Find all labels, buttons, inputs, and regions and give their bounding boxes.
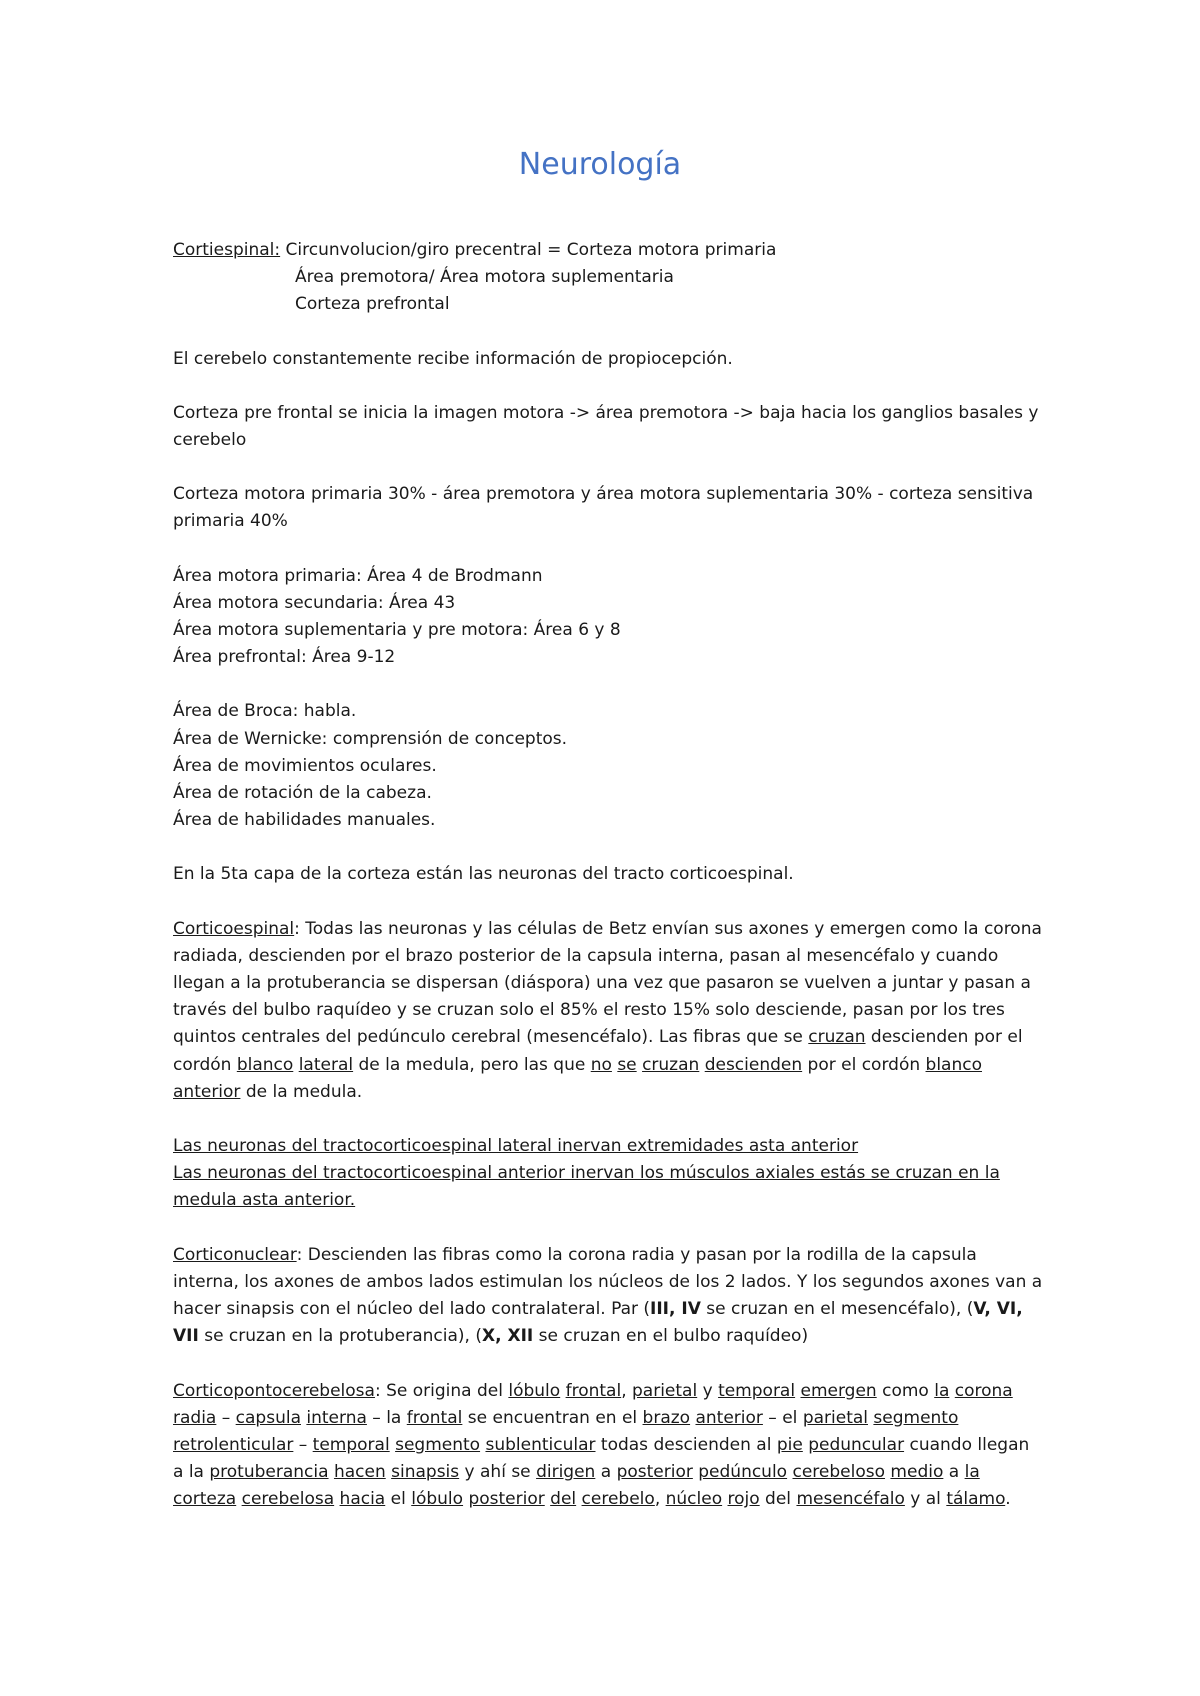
- underlined-word: sublenticular: [485, 1434, 596, 1455]
- corticonuclear-text: : Descienden las fibras como la corona radia y pasan por la rodilla de la capsula interna, los axones de ambos lados estimulan los núcleos de los 2 lados. Y los segundos axones van a hacer sinapsis con el núcleo del lado contralateral. Par (: [173, 1244, 1043, 1320]
- area-item: Área de Broca: habla.: [173, 701, 357, 722]
- corticonuclear-label: Corticonuclear: [173, 1244, 297, 1265]
- paragraph-text: como: [876, 1380, 935, 1401]
- brodmann-item: Área prefrontal: Área 9-12: [173, 647, 396, 668]
- bold-pares: V, VI, VII: [173, 1299, 1023, 1347]
- corticonuclear-text: se cruzan en la protuberancia), (: [198, 1326, 482, 1347]
- underlined-word: corona: [954, 1380, 1013, 1401]
- area-item: Área de habilidades manuales.: [173, 810, 436, 831]
- underlined-word: retrolenticular: [173, 1434, 294, 1455]
- underlined-word: parietal: [802, 1407, 868, 1428]
- corticonuclear-text: se cruzan en el mesencéfalo), (: [700, 1299, 974, 1320]
- paragraph-text: a: [595, 1462, 617, 1483]
- document-body: [173, 237, 1043, 1514]
- tracto-anterior-line: Las neuronas del tractocorticoespinal anterior inervan los músculos axiales estás se cruzan en la medula asta anterior.: [173, 1163, 1000, 1211]
- underlined-word: del: [550, 1489, 577, 1510]
- underlined-word: lóbulo: [508, 1380, 561, 1401]
- underlined-word: Corticopontocerebelosa: [173, 1380, 375, 1401]
- paragraph-text: cuando llegan a la: [173, 1434, 1030, 1483]
- underlined-word: la: [964, 1462, 980, 1483]
- paragraph-text: –: [293, 1434, 313, 1455]
- underlined-word: parietal: [632, 1380, 698, 1401]
- underlined-word: cerebeloso: [792, 1462, 886, 1483]
- corticoespinal-label: Corticoespinal: [173, 918, 295, 939]
- corticonuclear-text: se cruzan en el bulbo raquídeo): [533, 1326, 809, 1347]
- underlined-word: lóbulo: [411, 1489, 464, 1510]
- paragraph-cerebelo: El cerebelo constantemente recibe información de propiocepción.: [173, 348, 733, 369]
- underlined-word: dirigen: [536, 1462, 596, 1483]
- underlined-word: peduncular: [808, 1434, 905, 1455]
- underlined-word: brazo: [642, 1407, 691, 1428]
- underlined-word: protuberancia: [209, 1462, 329, 1483]
- underlined-word: pedúnculo: [698, 1462, 788, 1483]
- underlined-word: anterior: [173, 1081, 241, 1102]
- paragraph-prefrontal: Corteza pre frontal se inicia la imagen motora -> área premotora -> baja hacia los ganglios basales y cerebelo: [173, 402, 1039, 451]
- underlined-word: rojo: [727, 1489, 760, 1510]
- underlined-word: temporal: [718, 1380, 796, 1401]
- tracto-lateral-line: Las neuronas del tractocorticoespinal lateral inervan extremidades asta anterior: [173, 1136, 859, 1157]
- paragraph-corticonuclear: [173, 1242, 1043, 1351]
- paragraph-text: y: [697, 1380, 719, 1401]
- cortiespinal-text-1: Circunvolucion/giro precentral = Corteza motora primaria: [280, 240, 777, 260]
- corticoespinal-text: de la medula, pero las que: [353, 1054, 591, 1075]
- underlined-word: lateral: [298, 1054, 354, 1075]
- paragraph-corticoespinal: [173, 916, 1043, 1106]
- underlined-word: segmento: [395, 1434, 481, 1455]
- area-item: Área de Wernicke: comprensión de conceptos.: [173, 728, 568, 749]
- paragraph-text: – el: [762, 1407, 803, 1428]
- brodmann-item: Área motora secundaria: Área 43: [173, 592, 456, 613]
- paragraph-corticopontocerebelosa: [173, 1378, 1043, 1514]
- underlined-word: interna: [306, 1407, 367, 1428]
- underlined-word: descienden: [704, 1054, 803, 1075]
- corticoespinal-text: descienden por el cordón: [173, 1027, 1023, 1075]
- underlined-word: posterior: [468, 1489, 545, 1510]
- corticoespinal-text: por el cordón: [802, 1054, 926, 1075]
- underlined-word: capsula: [235, 1407, 301, 1428]
- underlined-word: blanco: [236, 1054, 294, 1075]
- paragraph-porcentajes: Corteza motora primaria 30% - área premotora y área motora suplementaria 30% - corteza sensitiva primaria 40%: [173, 484, 1034, 532]
- underlined-word: hacia: [339, 1489, 386, 1510]
- paragraph-text: del: [759, 1489, 797, 1510]
- underlined-word: sinapsis: [391, 1462, 460, 1483]
- paragraph-text: ,: [621, 1380, 632, 1401]
- area-item: Área de movimientos oculares.: [173, 755, 437, 776]
- underlined-word: se: [617, 1054, 637, 1075]
- page-title: Neurología: [518, 147, 682, 182]
- underlined-word: radia: [173, 1407, 217, 1428]
- underlined-word: posterior: [616, 1462, 693, 1483]
- cortiespinal-line-3: Corteza prefrontal: [295, 294, 450, 315]
- underlined-word: la: [934, 1380, 950, 1401]
- underlined-word: medio: [890, 1462, 944, 1483]
- underlined-word: cerebelosa: [241, 1489, 335, 1510]
- area-item: Área de rotación de la cabeza.: [173, 783, 432, 804]
- underlined-word: frontal: [406, 1407, 463, 1428]
- underlined-word: cerebelo: [581, 1489, 655, 1510]
- underlined-word: cruzan: [642, 1054, 700, 1075]
- cortiespinal-line-1: [173, 237, 1043, 264]
- underlined-word: hacen: [333, 1462, 386, 1483]
- underlined-word: frontal: [565, 1380, 622, 1401]
- underlined-word: pie: [776, 1434, 803, 1455]
- paragraph-text: a: [943, 1462, 965, 1483]
- paragraph-text: .: [1005, 1489, 1011, 1510]
- underlined-word: mesencéfalo: [796, 1489, 905, 1510]
- corticoespinal-text: de la medula.: [240, 1081, 363, 1102]
- underlined-word: corteza: [173, 1489, 237, 1510]
- paragraph-text: se encuentran en el: [462, 1407, 643, 1428]
- underlined-word: temporal: [312, 1434, 390, 1455]
- paragraph-capa: En la 5ta capa de la corteza están las neuronas del tracto corticoespinal.: [173, 864, 794, 885]
- underlined-word: blanco: [925, 1054, 982, 1075]
- underlined-word: anterior: [695, 1407, 763, 1428]
- underlined-word: segmento: [873, 1407, 959, 1428]
- cortiespinal-line-2: Área premotora/ Área motora suplementaria: [295, 267, 674, 288]
- underlined-word: no: [590, 1054, 612, 1075]
- underlined-word: núcleo: [665, 1489, 723, 1510]
- brodmann-item: Área motora primaria: Área 4 de Brodmann: [173, 565, 543, 586]
- paragraph-text: todas descienden al: [595, 1434, 777, 1455]
- underlined-word: emergen: [800, 1380, 877, 1401]
- underlined-word: tálamo: [946, 1489, 1006, 1510]
- paragraph-text: –: [216, 1407, 236, 1428]
- bold-pares: X, XII: [482, 1326, 534, 1347]
- paragraph-text: y al: [904, 1489, 947, 1510]
- paragraph-text: : Se origina del: [374, 1380, 509, 1401]
- paragraph-text: – la: [366, 1407, 407, 1428]
- corticoespinal-text: : Todas las neuronas y las células de Betz envían sus axones y emergen como la corona radiada, descienden por el brazo posterior de la capsula interna, pasan al mesencéfalo y cuando llegan a la protuberancia se dispersan (diáspora) una vez que pasaron se vuelven a juntar y pasan a través del bulbo raquídeo y se cruzan solo el 85% el resto 15% solo desciende, pasan por los tres quintos centrales del pedúnculo cerebral (mesencéfalo). Las fibras que se: [173, 918, 1042, 1048]
- paragraph-text: y ahí se: [459, 1462, 537, 1483]
- paragraph-text: ,: [654, 1489, 666, 1510]
- cortiespinal-label: Cortiespinal:: [173, 240, 281, 260]
- brodmann-item: Área motora suplementaria y pre motora: Área 6 y 8: [173, 620, 621, 641]
- paragraph-text: el: [385, 1489, 412, 1510]
- underlined-word: cruzan: [808, 1027, 866, 1048]
- bold-pares: III, IV: [650, 1299, 701, 1320]
